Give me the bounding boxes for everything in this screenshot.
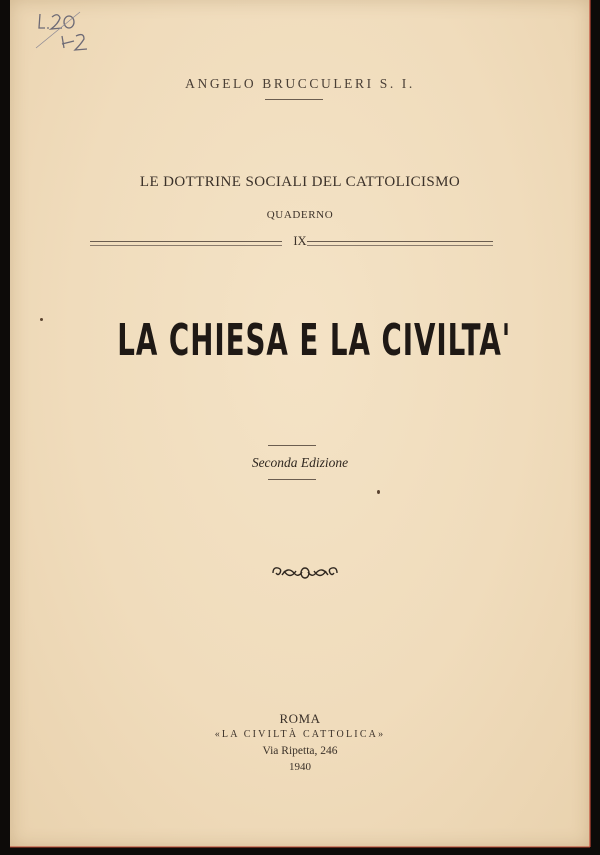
edition-rule-top (268, 445, 316, 446)
handwritten-note (34, 8, 94, 54)
book-title: LA CHIESA E LA CIVILTA' (117, 315, 512, 366)
paper-speck (377, 490, 380, 494)
series-rule-right (307, 241, 493, 246)
edition-label: Seconda Edizione (251, 455, 349, 470)
series-title: LE DOTTRINE SOCIALI DEL CATTOLICISMO (139, 174, 461, 190)
author-divider (265, 99, 323, 100)
edition-rule-bottom (268, 479, 316, 480)
handwritten-note-drawing (34, 8, 94, 54)
author-name: ANGELO BRUCCULERI S. I. (185, 76, 415, 91)
series-label: QUADERNO (266, 209, 334, 221)
book-cover (10, 0, 590, 847)
imprint-city: ROMA (279, 711, 321, 726)
series-number: IX (293, 234, 307, 248)
imprint-year: 1940 (289, 761, 311, 773)
ornament-flourish-icon (270, 563, 340, 583)
imprint-address: Via Ripetta, 246 (262, 745, 338, 757)
paper-speck (40, 318, 43, 321)
imprint-publisher: «LA CIVILTÀ CATTOLICA» (214, 729, 386, 740)
